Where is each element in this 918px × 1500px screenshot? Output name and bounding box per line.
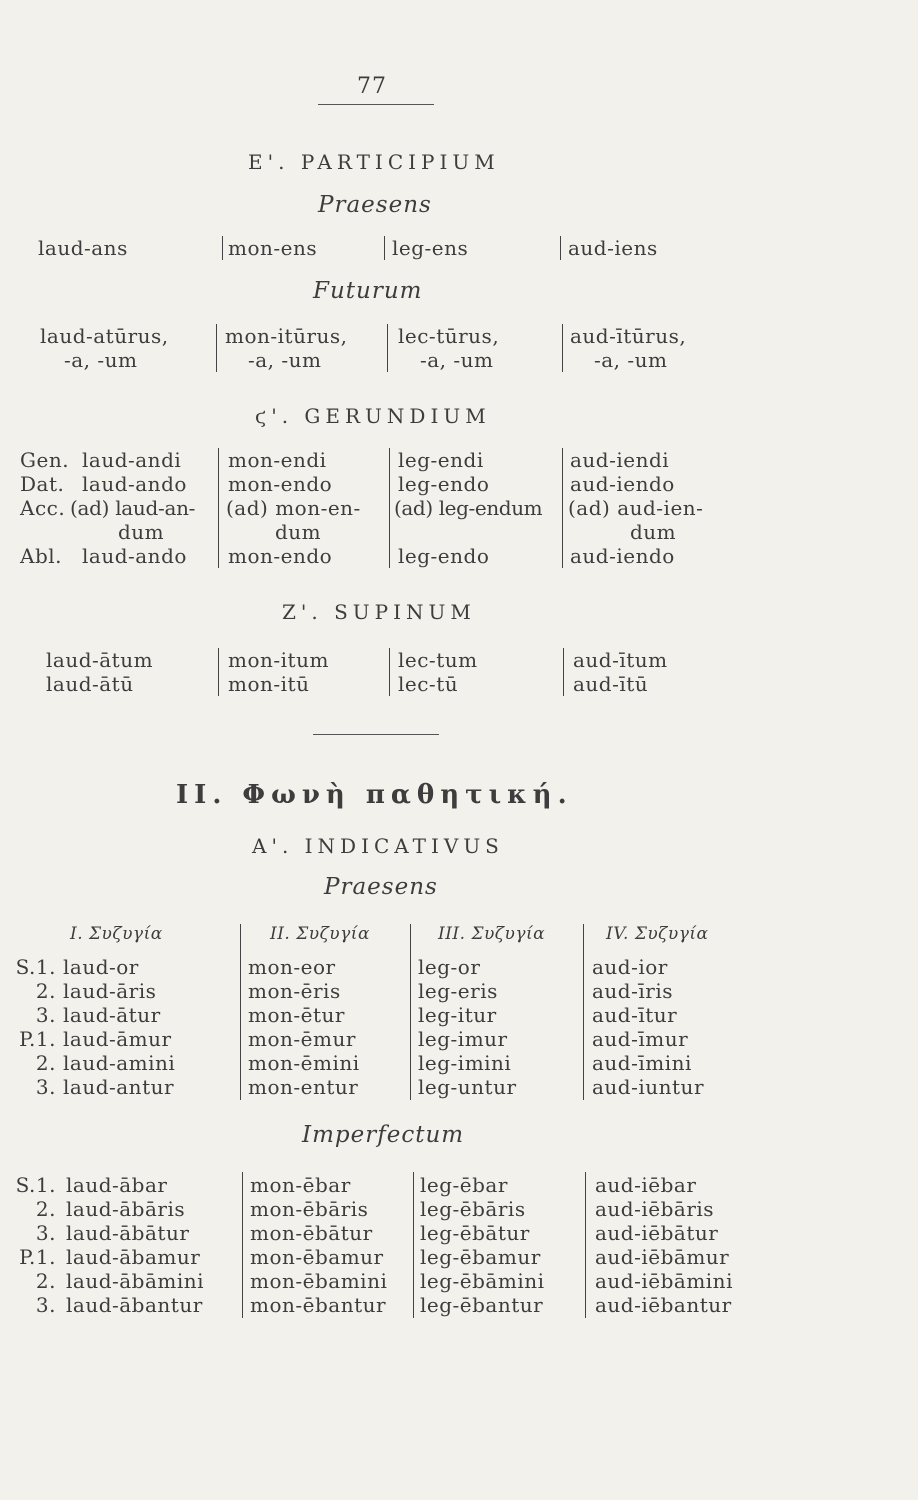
verb-form: mon-ēbar: [250, 1173, 351, 1197]
verb-form: aud-ītur: [592, 1003, 678, 1027]
verb-form: leg-or: [418, 955, 481, 979]
participium-futurum-2a: mon-itūrus,: [225, 324, 348, 348]
gerundium-form: dum: [630, 520, 677, 544]
verb-form: mon-ēmur: [248, 1027, 356, 1051]
participium-praesens-3: leg-ens: [392, 236, 469, 260]
participium-praesens-2: mon-ens: [228, 236, 318, 260]
participium-futurum-1a: laud-atūrus,: [40, 324, 169, 348]
row-label: P.1.: [19, 1027, 56, 1051]
verb-form: laud-āmur: [63, 1027, 172, 1051]
row-label: 2.: [35, 979, 56, 1003]
page-number: 77: [357, 74, 387, 99]
column-divider: [218, 448, 219, 568]
gerundium-form: leg-endo: [398, 472, 490, 496]
verb-form: leg-ēbamur: [420, 1245, 541, 1269]
column-divider: [384, 236, 385, 260]
gerundium-form: dum: [275, 520, 322, 544]
supinum-form: aud-ītum: [573, 648, 668, 672]
gerundium-form: (ad) mon-en-: [226, 496, 361, 520]
row-label: 3.: [35, 1293, 56, 1317]
verb-form: laud-antur: [63, 1075, 175, 1099]
participium-praesens-1: laud-ans: [38, 236, 128, 260]
gerundium-form: leg-endi: [398, 448, 484, 472]
participium-futurum-3a: lec-tūrus,: [398, 324, 500, 348]
column-divider: [242, 1172, 243, 1318]
verb-form: mon-ētur: [248, 1003, 345, 1027]
column-divider: [563, 648, 564, 696]
verb-form: mon-ēbamur: [250, 1245, 384, 1269]
verb-form: mon-eor: [248, 955, 336, 979]
verb-form: aud-iēbātur: [595, 1221, 719, 1245]
verb-form: leg-itur: [418, 1003, 497, 1027]
verb-form: laud-ābāmini: [66, 1269, 205, 1293]
column-divider: [413, 1172, 414, 1318]
gerundium-form: dum: [118, 520, 165, 544]
verb-form: aud-iēbāmur: [595, 1245, 730, 1269]
verb-form: laud-or: [63, 955, 139, 979]
page-number-rule: [318, 104, 434, 105]
row-label: 3.: [35, 1075, 56, 1099]
gerundium-form: mon-endo: [228, 472, 333, 496]
row-label: 2.: [35, 1269, 56, 1293]
gerundium-form: mon-endo: [228, 544, 333, 568]
supinum-form: aud-ītū: [573, 672, 649, 696]
verb-form: leg-ēbāmini: [420, 1269, 545, 1293]
conjugation-header: II. Συζυγία: [270, 924, 370, 944]
conjugation-header: IV. Συζυγία: [606, 924, 709, 944]
passive-voice-title: II. Φωνὴ παθητική.: [176, 780, 573, 810]
verb-form: laud-ābar: [66, 1173, 168, 1197]
verb-form: aud-iēbar: [595, 1173, 697, 1197]
verb-form: leg-ēbātur: [420, 1221, 530, 1245]
column-divider: [562, 324, 563, 372]
verb-form: laud-ābamur: [66, 1245, 201, 1269]
gerundium-form: aud-iendo: [570, 472, 675, 496]
participium-praesens-4: aud-iens: [568, 236, 658, 260]
gerundium-form: laud-ando: [82, 472, 187, 496]
verb-form: aud-īmini: [592, 1051, 692, 1075]
supinum-heading: Ζ'. SUPINUM: [282, 600, 476, 624]
verb-form: aud-iēbāris: [595, 1197, 715, 1221]
column-divider: [560, 236, 561, 260]
gerundium-case-label: Dat.: [20, 472, 65, 496]
row-label: 2.: [35, 1197, 56, 1221]
verb-form: laud-ābāris: [66, 1197, 186, 1221]
participium-futurum-2b: -a, -um: [248, 348, 322, 372]
verb-form: leg-imini: [418, 1051, 512, 1075]
participium-futurum-3b: -a, -um: [420, 348, 494, 372]
verb-form: laud-ātur: [63, 1003, 161, 1027]
participium-futurum-1b: -a, -um: [64, 348, 138, 372]
column-divider: [216, 324, 217, 372]
column-divider: [387, 324, 388, 372]
column-divider: [218, 648, 219, 696]
verb-form: mon-ēmini: [248, 1051, 360, 1075]
supinum-form: laud-ātum: [46, 648, 154, 672]
verb-form: leg-eris: [418, 979, 498, 1003]
verb-form: mon-ēbāris: [250, 1197, 369, 1221]
column-divider: [222, 236, 223, 260]
gerundium-form: aud-iendo: [570, 544, 675, 568]
verb-form: laud-amini: [63, 1051, 176, 1075]
indicativus-heading: Α'. INDICATIVUS: [252, 834, 504, 858]
verb-form: leg-ēbāris: [420, 1197, 526, 1221]
gerundium-form: (ad) laud-an-: [70, 496, 196, 520]
imperfectum-label: Imperfectum: [302, 1122, 465, 1148]
column-divider: [583, 924, 584, 1100]
verb-form: aud-īmur: [592, 1027, 689, 1051]
supinum-form: mon-itum: [228, 648, 329, 672]
verb-form: mon-ēris: [248, 979, 341, 1003]
supinum-form: lec-tum: [398, 648, 478, 672]
row-label: 3.: [35, 1003, 56, 1027]
verb-form: mon-ēbamini: [250, 1269, 388, 1293]
verb-form: leg-ēbantur: [420, 1293, 544, 1317]
supinum-form: mon-itū: [228, 672, 310, 696]
row-label: P.1.: [19, 1245, 56, 1269]
row-label: S.1.: [15, 1173, 56, 1197]
verb-form: laud-ābantur: [66, 1293, 203, 1317]
passive-praesens-label: Praesens: [324, 874, 438, 900]
column-divider: [240, 924, 241, 1100]
column-divider: [389, 648, 390, 696]
verb-form: aud-iēbantur: [595, 1293, 732, 1317]
gerundium-form: (ad) leg-endum: [394, 496, 543, 520]
conjugation-header: III. Συζυγία: [438, 924, 546, 944]
row-label: 3.: [35, 1221, 56, 1245]
verb-form: laud-āris: [63, 979, 157, 1003]
verb-form: leg-untur: [418, 1075, 517, 1099]
gerundium-case-label: Gen.: [20, 448, 70, 472]
gerundium-form: leg-endo: [398, 544, 490, 568]
row-label: 2.: [35, 1051, 56, 1075]
supinum-form: lec-tū: [398, 672, 459, 696]
row-label: S.1.: [15, 955, 56, 979]
verb-form: leg-imur: [418, 1027, 508, 1051]
participium-futurum-4b: -a, -um: [594, 348, 668, 372]
supinum-form: laud-ātū: [46, 672, 134, 696]
gerundium-case-label: Abl.: [20, 544, 62, 568]
column-divider: [410, 924, 411, 1100]
verb-form: mon-ēbātur: [250, 1221, 373, 1245]
verb-form: laud-ābātur: [66, 1221, 190, 1245]
verb-form: aud-īris: [592, 979, 673, 1003]
column-divider: [389, 448, 390, 568]
verb-form: aud-ior: [592, 955, 668, 979]
gerundium-form: laud-ando: [82, 544, 187, 568]
gerundium-case-label: Acc.: [20, 496, 66, 520]
verb-form: mon-ēbantur: [250, 1293, 387, 1317]
gerundium-heading: ϛ'. GERUNDIUM: [255, 404, 491, 428]
conjugation-header: I. Συζυγία: [70, 924, 163, 944]
participium-futurum-4a: aud-ītūrus,: [570, 324, 687, 348]
column-divider: [585, 1172, 586, 1318]
verb-form: leg-ēbar: [420, 1173, 508, 1197]
gerundium-form: aud-iendi: [570, 448, 670, 472]
verb-form: aud-iuntur: [592, 1075, 705, 1099]
participium-heading: Ε'. PARTICIPIUM: [248, 150, 500, 174]
verb-form: aud-iēbāmini: [595, 1269, 733, 1293]
gerundium-form: laud-andi: [82, 448, 182, 472]
gerundium-form: (ad) aud-ien-: [568, 496, 704, 520]
column-divider: [562, 448, 563, 568]
participium-futurum-label: Futurum: [313, 278, 423, 304]
verb-form: mon-entur: [248, 1075, 359, 1099]
section-divider: [313, 734, 439, 735]
participium-praesens-label: Praesens: [318, 192, 432, 218]
gerundium-form: mon-endi: [228, 448, 327, 472]
